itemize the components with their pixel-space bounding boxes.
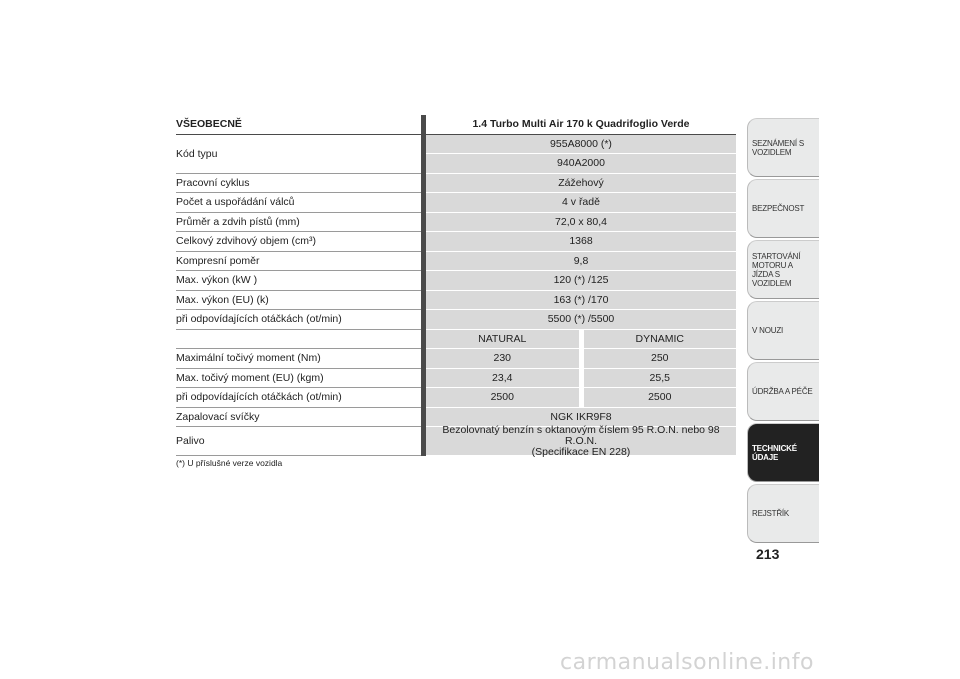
row-label: Průměr a zdvih pístů (mm): [176, 213, 421, 233]
table-row: [176, 388, 736, 408]
fuel-value-line-2: (Specifikace EN 228): [531, 445, 631, 458]
table-row: [176, 271, 736, 291]
spark-value: NGK IKR9F8: [426, 408, 736, 428]
tab-startování-motoru-a-jízda-s-vozidlem[interactable]: STARTOVÁNÍ MOTORU A JÍZDA S VOZIDLEM: [747, 240, 819, 299]
row-label: Max. výkon (EU) (k): [176, 291, 421, 311]
row-value: Zážehový: [426, 174, 736, 194]
tab-technické-údaje[interactable]: TECHNICKÉ ÚDAJE: [747, 423, 819, 482]
row-value-natural: 230: [426, 349, 579, 368]
row-label: Celkový zdvihový objem (cm³): [176, 232, 421, 252]
spec-table: [176, 115, 736, 456]
code-label: Kód typu: [176, 135, 421, 174]
row-label: při odpovídajících otáčkách (ot/min): [176, 388, 421, 408]
table-row: [176, 291, 736, 311]
footnote: (*) U příslušné verze vozidla: [176, 458, 283, 468]
row-value: 120 (*) /125: [426, 271, 736, 291]
row-value-natural: 2500: [426, 388, 579, 407]
header-general: VŠEOBECNĚ: [176, 115, 421, 135]
row-label: Počet a uspořádání válců: [176, 193, 421, 213]
row-value: 72,0 x 80,4: [426, 213, 736, 233]
table-row: [176, 232, 736, 252]
row-label: Pracovní cyklus: [176, 174, 421, 194]
spark-label: Zapalovací svíčky: [176, 408, 421, 428]
fuel-label: Palivo: [176, 427, 421, 456]
fuel-value: [426, 423, 736, 458]
row-value: 5500 (*) /5500: [426, 310, 736, 330]
tab-v-nouzi[interactable]: V NOUZI: [747, 301, 819, 360]
table-row: [176, 349, 736, 369]
section-tabs: [747, 118, 819, 545]
table-row-mode-headers: [176, 330, 736, 350]
row-label: Kompresní poměr: [176, 252, 421, 272]
header-engine: 1.4 Turbo Multi Air 170 k Quadrifoglio Verde: [426, 115, 736, 135]
table-row-code: [176, 135, 736, 174]
row-value: 4 v řadě: [426, 193, 736, 213]
code-value-1: 955A8000 (*): [426, 135, 736, 155]
table-row: [176, 174, 736, 194]
tab-údržba-a-péče[interactable]: ÚDRŽBA A PÉČE: [747, 362, 819, 421]
fuel-value-line-1: Bezolovnatý benzín s oktanovým číslem 95 R.O.N. nebo 98 R.O.N.: [442, 423, 720, 447]
row-label: Maximální točivý moment (Nm): [176, 349, 421, 369]
table-header: [176, 115, 736, 135]
table-row: [176, 310, 736, 330]
table-row: [176, 369, 736, 389]
row-value: 1368: [426, 232, 736, 252]
row-label: Max. výkon (kW ): [176, 271, 421, 291]
row-value-dynamic: 2500: [584, 388, 737, 407]
page-number: 213: [756, 546, 780, 562]
row-value: 9,8: [426, 252, 736, 272]
tab-seznámení-s-vozidlem[interactable]: SEZNÁMENÍ S VOZIDLEM: [747, 118, 819, 177]
row-value-dynamic: 25,5: [584, 369, 737, 388]
mode-natural: NATURAL: [426, 330, 579, 349]
mode-dynamic: DYNAMIC: [584, 330, 737, 349]
table-row-fuel: [176, 423, 736, 458]
row-value: 163 (*) /170: [426, 291, 736, 311]
table-row: [176, 213, 736, 233]
row-value-natural: 23,4: [426, 369, 579, 388]
table-row: [176, 193, 736, 213]
tab-bezpečnost[interactable]: BEZPEČNOST: [747, 179, 819, 238]
tab-rejstřík[interactable]: REJSTŘÍK: [747, 484, 819, 543]
code-value-2: 940A2000: [426, 154, 736, 174]
table-row: [176, 252, 736, 272]
row-label: při odpovídajících otáčkách (ot/min): [176, 310, 421, 330]
watermark: carmanualsonline.info: [560, 650, 814, 675]
row-label: Max. točivý moment (EU) (kgm): [176, 369, 421, 389]
row-value-dynamic: 250: [584, 349, 737, 368]
